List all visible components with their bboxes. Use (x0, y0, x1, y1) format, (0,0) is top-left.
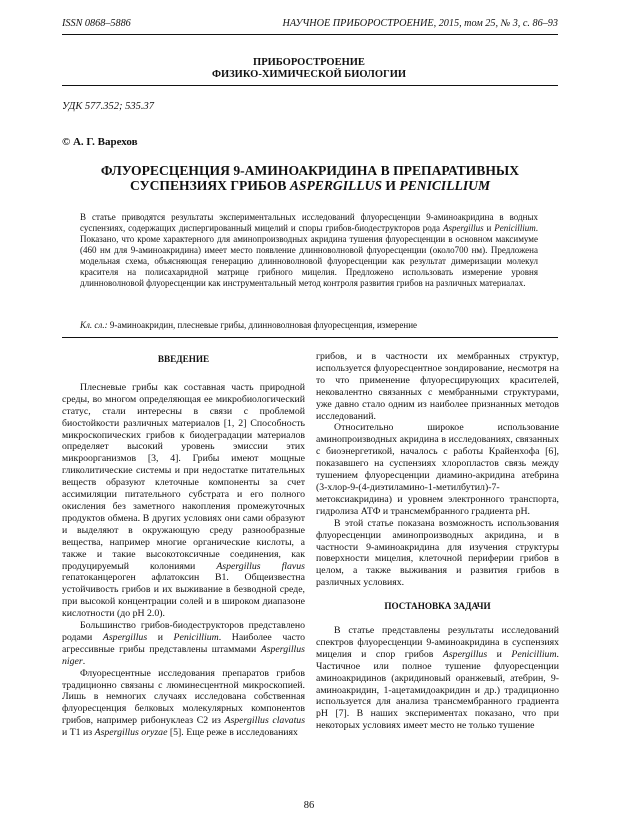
journal-citation: НАУЧНОЕ ПРИБОРОСТРОЕНИЕ, 2015, том 25, № 3, c. 86–93 (282, 18, 558, 29)
left-column (62, 354, 305, 739)
paragraph: Большинство грибов-биодеструкторов представлено родами Aspergillus и Penicillium. Наиболее часто агрессивные грибы представлены штаммами Aspergillus niger. (62, 620, 305, 667)
abstract: В статье приводятся результаты экспериментальных исследований флуоресценции 9-аминоакридина в водных суспензиях, содержащих диспергированный мицелий и споры грибов-биодеструкторов рода Aspergillus и Penicillium. Показано, что кроме характерного для аминопроизводных акридина тушения флуоресценции в основном максимуме (460 нм для 9-аминоакридина) имеет место появление длинноволновой флуоресценции (около700 нм). Предложена модельная схема, объясняющая генерацию длинноволновой флуоресценции как результат димеризации молекул красителя на полисахаридной матрице грибного мицелия. Предложено использовать измерение уровня длинноволновой флуоресценции как инструментальный метод контроля развития грибов на различных материалах. (80, 212, 538, 288)
paragraph: Плесневые грибы как составная часть природной среды, во многом определяющая ее микробиологический статус, стали интересны в связи с проблемой биостойкости различных материалов [1, 2] Способность микроскопических грибов к биодеградации материалов определяет высокий уровень эмиссии этих микроорганизмов [3, 4]. Грибы имеют мощные гликолитические системы и при недостатке питательных веществ образуют клеточные компоненты за счет ассимиляции питательного субстрата и его полного окисления без заметного накопления промежуточных продуктов обмена. В других условиях они сами образуют и выделяют в окружающую среду разнообразные вещества, например многие органические кислоты, а также и такие высокотоксичные соединения, как продуцируемый колониями Aspergillus flavus гепатоканцероген афлатоксин В1. Общеизвестна устойчивость грибов и их выживание в безводной среде, при высокой концентрации солей и в широком диапазоне кислотности (до рН 2.0). (62, 381, 305, 620)
issn: ISSN 0868–5886 (62, 18, 131, 29)
intro-heading: ВВЕДЕНИЕ (157, 354, 210, 364)
keywords: Кл. сл.: 9-аминоакридин, плесневые грибы, длинноволновая флуоресценция, измерение (80, 320, 418, 330)
section-rule (62, 85, 558, 86)
header-rule (62, 34, 558, 35)
article-title: ФЛУОРЕСЦЕНЦИЯ 9-АМИНОАКРИДИНА В ПРЕПАРАТИВНЫХ СУСПЕНЗИЯХ ГРИБОВ ASPERGILLUS И PENICILLIUM (100, 163, 520, 193)
paragraph: В этой статье показана возможность использования флуоресценции аминопроизводных акридина, и в частности 9-аминоакридина для изучения структуры поверхности мицелия, клеточной периферии грибов в целом, а также выживания и развития грибов в различных условиях. (316, 517, 559, 589)
page-number: 86 (303, 800, 315, 811)
paragraph: грибов, и в частности их мембранных структур, используется флуоресцентное зондирование, несмотря на то что применение флуоресцирующих красителей, нековалентно связанных с мембранными структурами, уже давно стало одним из наиболее признанных методов исследований. (316, 351, 559, 422)
paragraph: Относительно широкое использование аминопроизводных акридина в исследованиях, связанных с биоэнергетикой, началось с работы Крайенхофа [6], показавшего на суспензиях хлоропластов связь между тушением флуоресценции диамино-акридина атебрина (3-хлор-9-(4-диэтиламино-1-метилбутил)-7-метоксиакридина) и уровнем электронного транспорта, гидролиза АТФ и трансмембранного градиента рН. (316, 422, 559, 517)
paragraph: В статье представлены результаты исследований спектров флуоресценции 9-аминоакридина в суспензиях мицелия и спор грибов Aspergillus и Penicillium. Частичное или полное тушение флуоресценции аминоакридинов (акридиновый оранжевый, атебрин, 9-аминоакридин, 1-ацетамидоакридин и др.) традиционно используется для анализа трансмембранного градиента рН [7]. В наших экспериментах показано, что при некоторых условиях имеет место не только тушение (316, 625, 559, 732)
udk-code: УДК 577.352; 535.37 (62, 101, 155, 112)
section-title: ПРИБОРОСТРОЕНИЕ ФИЗИКО-ХИМИЧЕСКОЙ БИОЛОГИИ (211, 57, 407, 80)
author: © А. Г. Варехов (62, 136, 138, 148)
keywords-rule (62, 337, 558, 338)
right-column (316, 351, 559, 732)
paragraph: Флуоресцентные исследования препаратов грибов традиционно связаны с люминесцентной микроскопией. Лишь в немногих случаях исследована собственная флуоресценция белковых молекулярных компонентов грибов, например рибонуклеаз С2 из Aspergillus clavatus и Т1 из Aspergillus oryzae [5]. Еще реже в исследованиях (62, 667, 306, 739)
problem-heading: ПОСТАНОВКА ЗАДАЧИ (384, 601, 491, 612)
